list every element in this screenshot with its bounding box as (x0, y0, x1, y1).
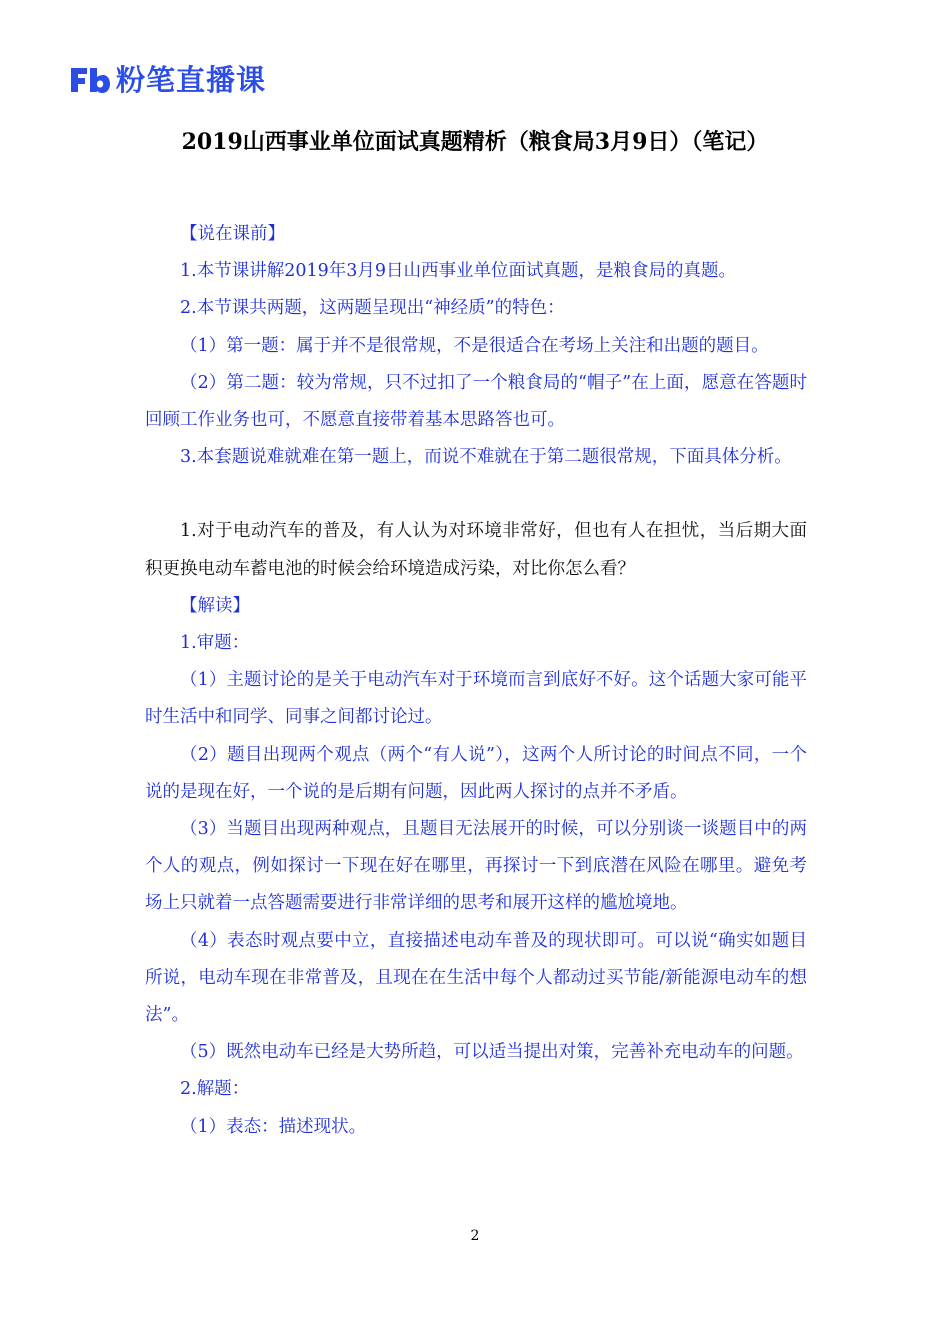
intro-paragraph-5: 3.本套题说难就难在第一题上，而说不难就在于第二题很常规，下面具体分析。 (180, 447, 792, 468)
analysis-step-2: 2.解题： (180, 1079, 250, 1100)
intro-paragraph-4: （2）第二题：较为常规，只不过扣了一个粮食局的“帽子”在上面，愿意在答题时回顾工作业务也可，不愿意直接带着基本思路答也可。 (145, 372, 807, 431)
question-1: 1.对于电动汽车的普及，有人认为对环境非常好，但也有人在担忧，当后期大面积更换电动车蓄电池的时候会给环境造成污染，对比你怎么看？ (145, 521, 807, 579)
intro-paragraph-2: 2.本节课共两题，这两题呈现出“神经质”的特色： (180, 298, 565, 319)
analysis-step-2-point-1: （1）表态：描述现状。 (180, 1116, 367, 1137)
analysis-heading: 【解读】 (180, 595, 250, 616)
analysis-step-1: 1.审题： (180, 633, 250, 654)
analysis-step-1-point-3: （3）当题目出现两种观点，且题目无法展开的时候，可以分别谈一谈题目中的两个人的观点，例如探讨一下现在好在哪里，再探讨一下到底潜在风险在哪里。避免考场上只就着一点答题需要进行非常详细的思考和展开这样的尴尬境地。 (145, 819, 807, 914)
intro-paragraph-1: 1.本节课讲解2019年3月9日山西事业单位面试真题，是粮食局的真题。 (180, 261, 736, 282)
fb-logo-icon (68, 60, 110, 100)
brand-logo (68, 60, 266, 100)
page-number: 2 (470, 1228, 480, 1244)
document-title: 2019山西事业单位面试真题精析（粮食局3月9日）（笔记） (181, 129, 769, 155)
intro-paragraph-3: （1）第一题：属于并不是很常规，不是很适合在考场上关注和出题的题目。 (180, 335, 769, 356)
analysis-step-1-point-2: （2）题目出现两个观点（两个“有人说”），这两个人所讨论的时间点不同，一个说的是现在好，一个说的是后期有问题，因此两人探讨的点并不矛盾。 (145, 744, 807, 802)
intro-heading: 【说在课前】 (180, 224, 285, 244)
analysis-step-1-point-4: （4）表态时观点要中立，直接描述电动车普及的现状即可。可以说“确实如题目所说，电动车现在非常普及，且现在在生活中每个人都动过买节能/新能源电动车的想法”。 (145, 930, 807, 1026)
brand-name: 粉笔直播课 (116, 63, 267, 97)
section-spacer (145, 476, 807, 513)
analysis-step-1-point-5: （5）既然电动车已经是大势所趋，可以适当提出对策，完善补充电动车的问题。 (180, 1042, 804, 1063)
analysis-step-1-point-1: （1）主题讨论的是关于电动汽车对于环境而言到底好不好。这个话题大家可能平时生活中和同学、同事之间都讨论过。 (145, 670, 807, 728)
document-body (145, 216, 807, 1146)
